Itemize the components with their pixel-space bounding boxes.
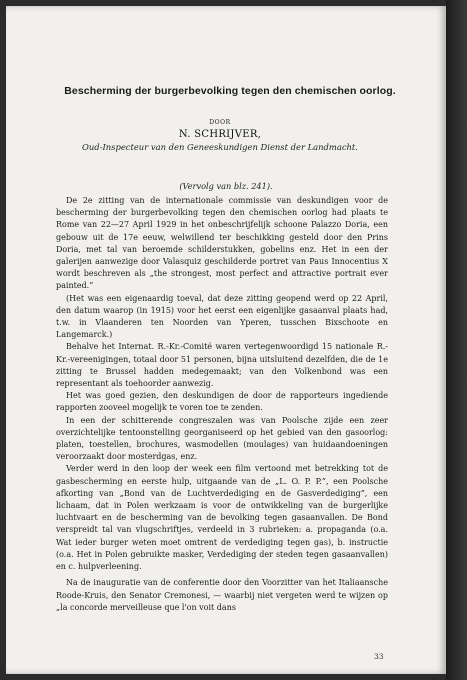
paragraph-4: Het was goed gezien, den deskundigen de door de rapporteurs ingediende rapporten zooveel mogelijk te voren toe te zenden. [56, 391, 388, 413]
paragraph-3: Behalve het Internat. R.-Kr.-Comité waren vertegenwoordigd 15 nationale R.-Kr.-vereenigingen, totaal door 51 personen, bijna uitsluitend dezelfden, die de 1e zitting te Brussel hadden medegemaakt; van den Volkenbond was een representant als toehoorder aanwezig. [56, 342, 388, 389]
paragraph-5: In een der schitterende congreszalen was van Poolsche zijde een zeer overzichtelijke tentoonstelling georganiseerd op het gebied van den gasoorlog: platen, toestellen, brochures, wasmodellen (moulages) van huidaandoeningen veroorzaakt door mosterdgas, enz. [56, 415, 388, 462]
byline-door: DOOR [209, 119, 231, 126]
book-spine-edge [446, 0, 467, 680]
author-role: Oud-Inspecteur van den Geneeskundigen Dienst der Landmacht. [82, 142, 358, 152]
paragraph-7: Na de inauguratie van de conferentie door den Voorzitter van het Italiaansche Roode-Kruis, den Senator Cremonesi, — waarbij niet vergeten werd te wijzen op „la concorde merveilleuse que l'on voit dans [56, 578, 388, 612]
article-title: Bescherming der burgerbevolking tegen den chemischen oorlog. [64, 85, 396, 97]
paragraph-1: De 2e zitting van de internationale commissie van deskundigen voor de bescherming der burgerbevolking tegen den chemischen oorlog had plaats te Rome van 22—27 April 1929 in het onbeschrijfelijk schoone Palazzo Doria, een gebouw uit de 17e eeuw, welwillend ter beschikking gesteld door den Prins Doria, met tal van beroemde schilderstukken, gobelins enz. Het in een der galerijen aanwezige door Valasquiz geschilderde portret van Paus Innocentius X wordt beschreven als „the strongest, most perfect and attractive portrait ever painted.” [56, 196, 388, 291]
paragraph-6: Verder werd in den loop der week een film vertoond met betrekking tot de gasbescherming en eerste hulp, uitgaande van de „L. O. P. P.”, een Poolsche afkorting van „Bond van de Luchtverdediging en de Gasverdediging”, een lichaam, dat in Polen werkzaam is voor de ontwikkeling van de burgerlijke luchtvaart en de bescherming van de bevolking tegen gasaanvallen. De Bond verspreidt tal van vlugschriftjes, verdeeld in 3 rubrieken: a. propaganda (o.a. Wat ieder burger weten moet omtrent de verdediging tegen gas), b. instructie (o.a. Het in Polen gebruikte masker, Verdediging der steden tegen gasaanvallen) en c. hulpverleening. [56, 464, 388, 572]
article-body [56, 195, 388, 614]
author-name: N. SCHRIJVER, [178, 129, 262, 140]
paragraph-2: (Het was een eigenaardig toeval, dat deze zitting geopend werd op 22 April, den datum waarop (in 1915) voor het eerst een eigenlijke gasaanval plaats had, t.w. in Vlaanderen ten Noorden van Yperen, tusschen Bixschoote en Langemarck.) [56, 293, 388, 340]
continued-note: (Vervolg van blz. 241). [179, 181, 273, 191]
page-number: 33 [374, 652, 384, 661]
